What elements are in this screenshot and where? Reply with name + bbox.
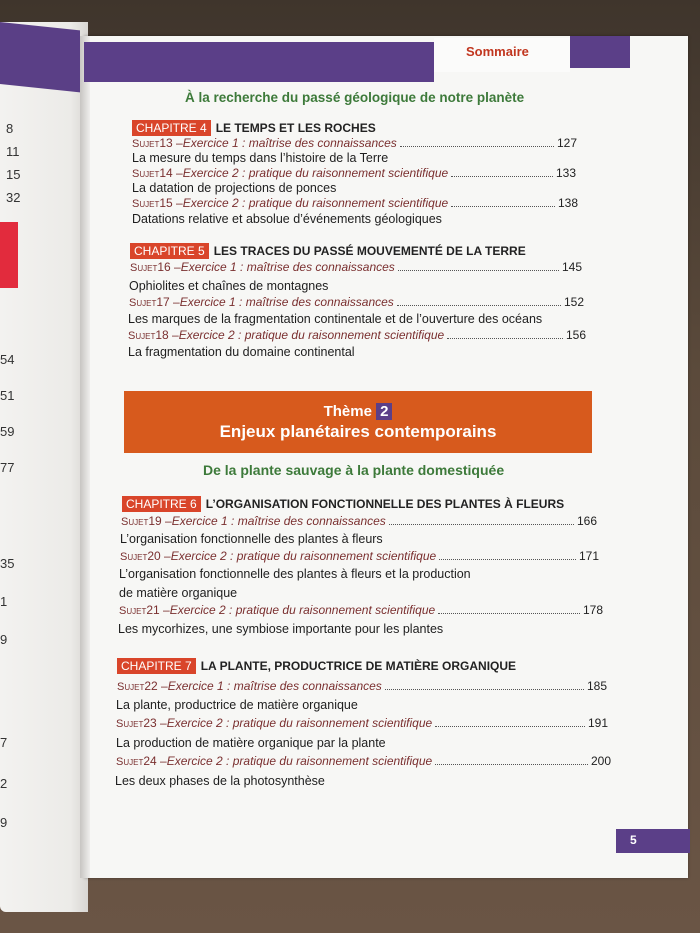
book-spine [80,36,90,878]
chapter-title: L’ORGANISATION FONCTIONNELLE DES PLANTES À FLEURS [205,497,565,511]
sujet-line [132,166,576,180]
sujet-word: Sujet [119,605,147,617]
left-margin-number: 9 [0,815,8,830]
left-margin-number: 11 [6,144,20,159]
sujet-word: Sujet [132,168,160,180]
dot-leader [451,176,553,177]
page-number: 145 [561,260,582,274]
sujet-line [117,679,607,693]
dot-leader [435,726,585,727]
dot-leader [451,206,555,207]
sujet-line [116,754,611,768]
left-margin-number: 8 [6,121,14,136]
sujet-number: 20 – [147,549,171,563]
dot-leader [447,338,563,339]
entry-description: Les deux phases de la photosynthèse [115,774,325,788]
sujet-word: Sujet [116,718,144,730]
page-number: 152 [563,295,584,309]
sujet-word: Sujet [132,138,160,150]
sujet-line [120,549,599,563]
page-number-tab [616,829,690,853]
theme-word: Thème [323,402,372,420]
sujet-number: 18 – [155,328,179,342]
left-margin-number: 51 [0,388,15,403]
footer-page-number: 5 [630,833,637,847]
page-number: 191 [587,716,608,730]
page-number: 185 [586,679,607,693]
exercise-label: Exercice 2 : pratique du raisonnement scientifique [182,166,449,180]
left-margin-number: 77 [0,460,15,475]
exercise-label: Exercice 1 : maîtrise des connaissances [182,136,397,150]
sujet-line [132,136,577,150]
entry-description: La fragmentation du domaine continental [128,345,355,359]
page-number: 166 [576,514,597,528]
sujet-line [132,196,578,210]
entry-description: Datations relative et absolue d’événements géologiques [132,212,442,226]
chapter-badge: CHAPITRE 4 [132,120,211,136]
dot-leader [389,524,574,525]
dot-leader [398,270,559,271]
sujet-word: Sujet [130,262,158,274]
left-margin-number: 7 [0,735,8,750]
left-margin-number: 35 [0,556,15,571]
sujet-number: 17 – [156,295,180,309]
entry-description: La mesure du temps dans l’histoire de la Terre [132,151,389,165]
sujet-number: 14 – [159,166,183,180]
entry-description: L’organisation fonctionnelle des plantes à fleurs et la production [119,567,471,581]
chapter-heading [122,496,564,512]
dot-leader [385,689,584,690]
entry-description: La datation de projections de ponces [132,181,337,195]
sujet-word: Sujet [120,551,148,563]
exercise-label: Exercice 1 : maîtrise des connaissances [179,295,394,309]
sujet-line [130,260,582,274]
sujet-number: 22 – [144,679,168,693]
chapter-heading [132,120,376,136]
sujet-line [116,716,608,730]
sujet-line [119,603,603,617]
left-margin-number: 1 [0,594,8,609]
theme-banner [124,391,592,453]
sujet-number: 15 – [159,196,183,210]
entry-description: Les mycorhizes, une symbiose importante pour les plantes [118,622,444,636]
sujet-number: 21 – [146,603,170,617]
left-page-red-tab [0,222,18,288]
sujet-line [121,514,597,528]
header-sommaire: Sommaire [466,44,529,59]
chapter-heading [117,658,516,674]
exercise-label: Exercice 2 : pratique du raisonnement scientifique [170,549,437,563]
page-number: 200 [590,754,611,768]
section-title: De la plante sauvage à la plante domestiquée [203,462,505,478]
sujet-number: 16 – [157,260,181,274]
sujet-word: Sujet [128,330,156,342]
sujet-word: Sujet [117,681,145,693]
page-number: 156 [565,328,586,342]
entry-description: Ophiolites et chaînes de montagnes [129,279,329,293]
page-number: 133 [555,166,576,180]
entry-description: L’organisation fonctionnelle des plantes à fleurs [120,532,383,546]
dot-leader [397,305,561,306]
exercise-label: Exercice 2 : pratique du raisonnement scientifique [166,716,433,730]
chapter-badge: CHAPITRE 7 [117,658,196,674]
sujet-word: Sujet [129,297,157,309]
left-margin-number: 9 [0,632,8,647]
chapter-badge: CHAPITRE 6 [122,496,201,512]
page-number: 127 [556,136,577,150]
left-margin-number: 32 [6,190,21,205]
entry-description: Les marques de la fragmentation continentale et de l’ouverture des océans [128,312,543,326]
chapter-badge: CHAPITRE 5 [130,243,209,259]
page-number: 138 [557,196,578,210]
theme-number: 2 [376,403,392,420]
left-margin-number: 54 [0,352,15,367]
chapter-title: LES TRACES DU PASSÉ MOUVEMENTÉ DE LA TERRE [213,244,526,258]
header-band-right [570,36,630,68]
chapter-heading [130,243,526,259]
entry-description-continued: de matière organique [119,586,238,600]
section-title: À la recherche du passé géologique de notre planète [185,90,525,105]
left-margin-number: 2 [0,776,8,791]
header-band [84,42,434,82]
exercise-label: Exercice 1 : maîtrise des connaissances [180,260,395,274]
exercise-label: Exercice 2 : pratique du raisonnement scientifique [166,754,433,768]
left-margin-number: 15 [6,167,21,182]
sujet-number: 23 – [143,716,167,730]
dot-leader [400,146,554,147]
sujet-word: Sujet [116,756,144,768]
dot-leader [439,559,576,560]
exercise-label: Exercice 2 : pratique du raisonnement scientifique [169,603,436,617]
sujet-line [129,295,584,309]
theme-title: Enjeux planétaires contemporains [219,421,497,441]
sujet-number: 19 – [148,514,172,528]
entry-description: La production de matière organique par la plante [116,736,386,750]
sujet-word: Sujet [121,516,149,528]
exercise-label: Exercice 1 : maîtrise des connaissances [167,679,382,693]
chapter-title: LA PLANTE, PRODUCTRICE DE MATIÈRE ORGANIQUE [200,659,517,673]
sujet-word: Sujet [132,198,160,210]
sujet-number: 13 – [159,136,183,150]
dot-leader [438,613,580,614]
theme-label [324,403,393,420]
sujet-line [128,328,586,342]
page-number: 171 [578,549,599,563]
exercise-label: Exercice 2 : pratique du raisonnement scientifique [182,196,449,210]
exercise-label: Exercice 2 : pratique du raisonnement scientifique [178,328,445,342]
page-number: 178 [582,603,603,617]
chapter-title: LE TEMPS ET LES ROCHES [215,121,376,135]
left-margin-number: 59 [0,424,15,439]
dot-leader [435,764,588,765]
left-page-header-band [0,22,80,92]
entry-description: La plante, productrice de matière organique [116,698,358,712]
sujet-number: 24 – [143,754,167,768]
exercise-label: Exercice 1 : maîtrise des connaissances [171,514,386,528]
